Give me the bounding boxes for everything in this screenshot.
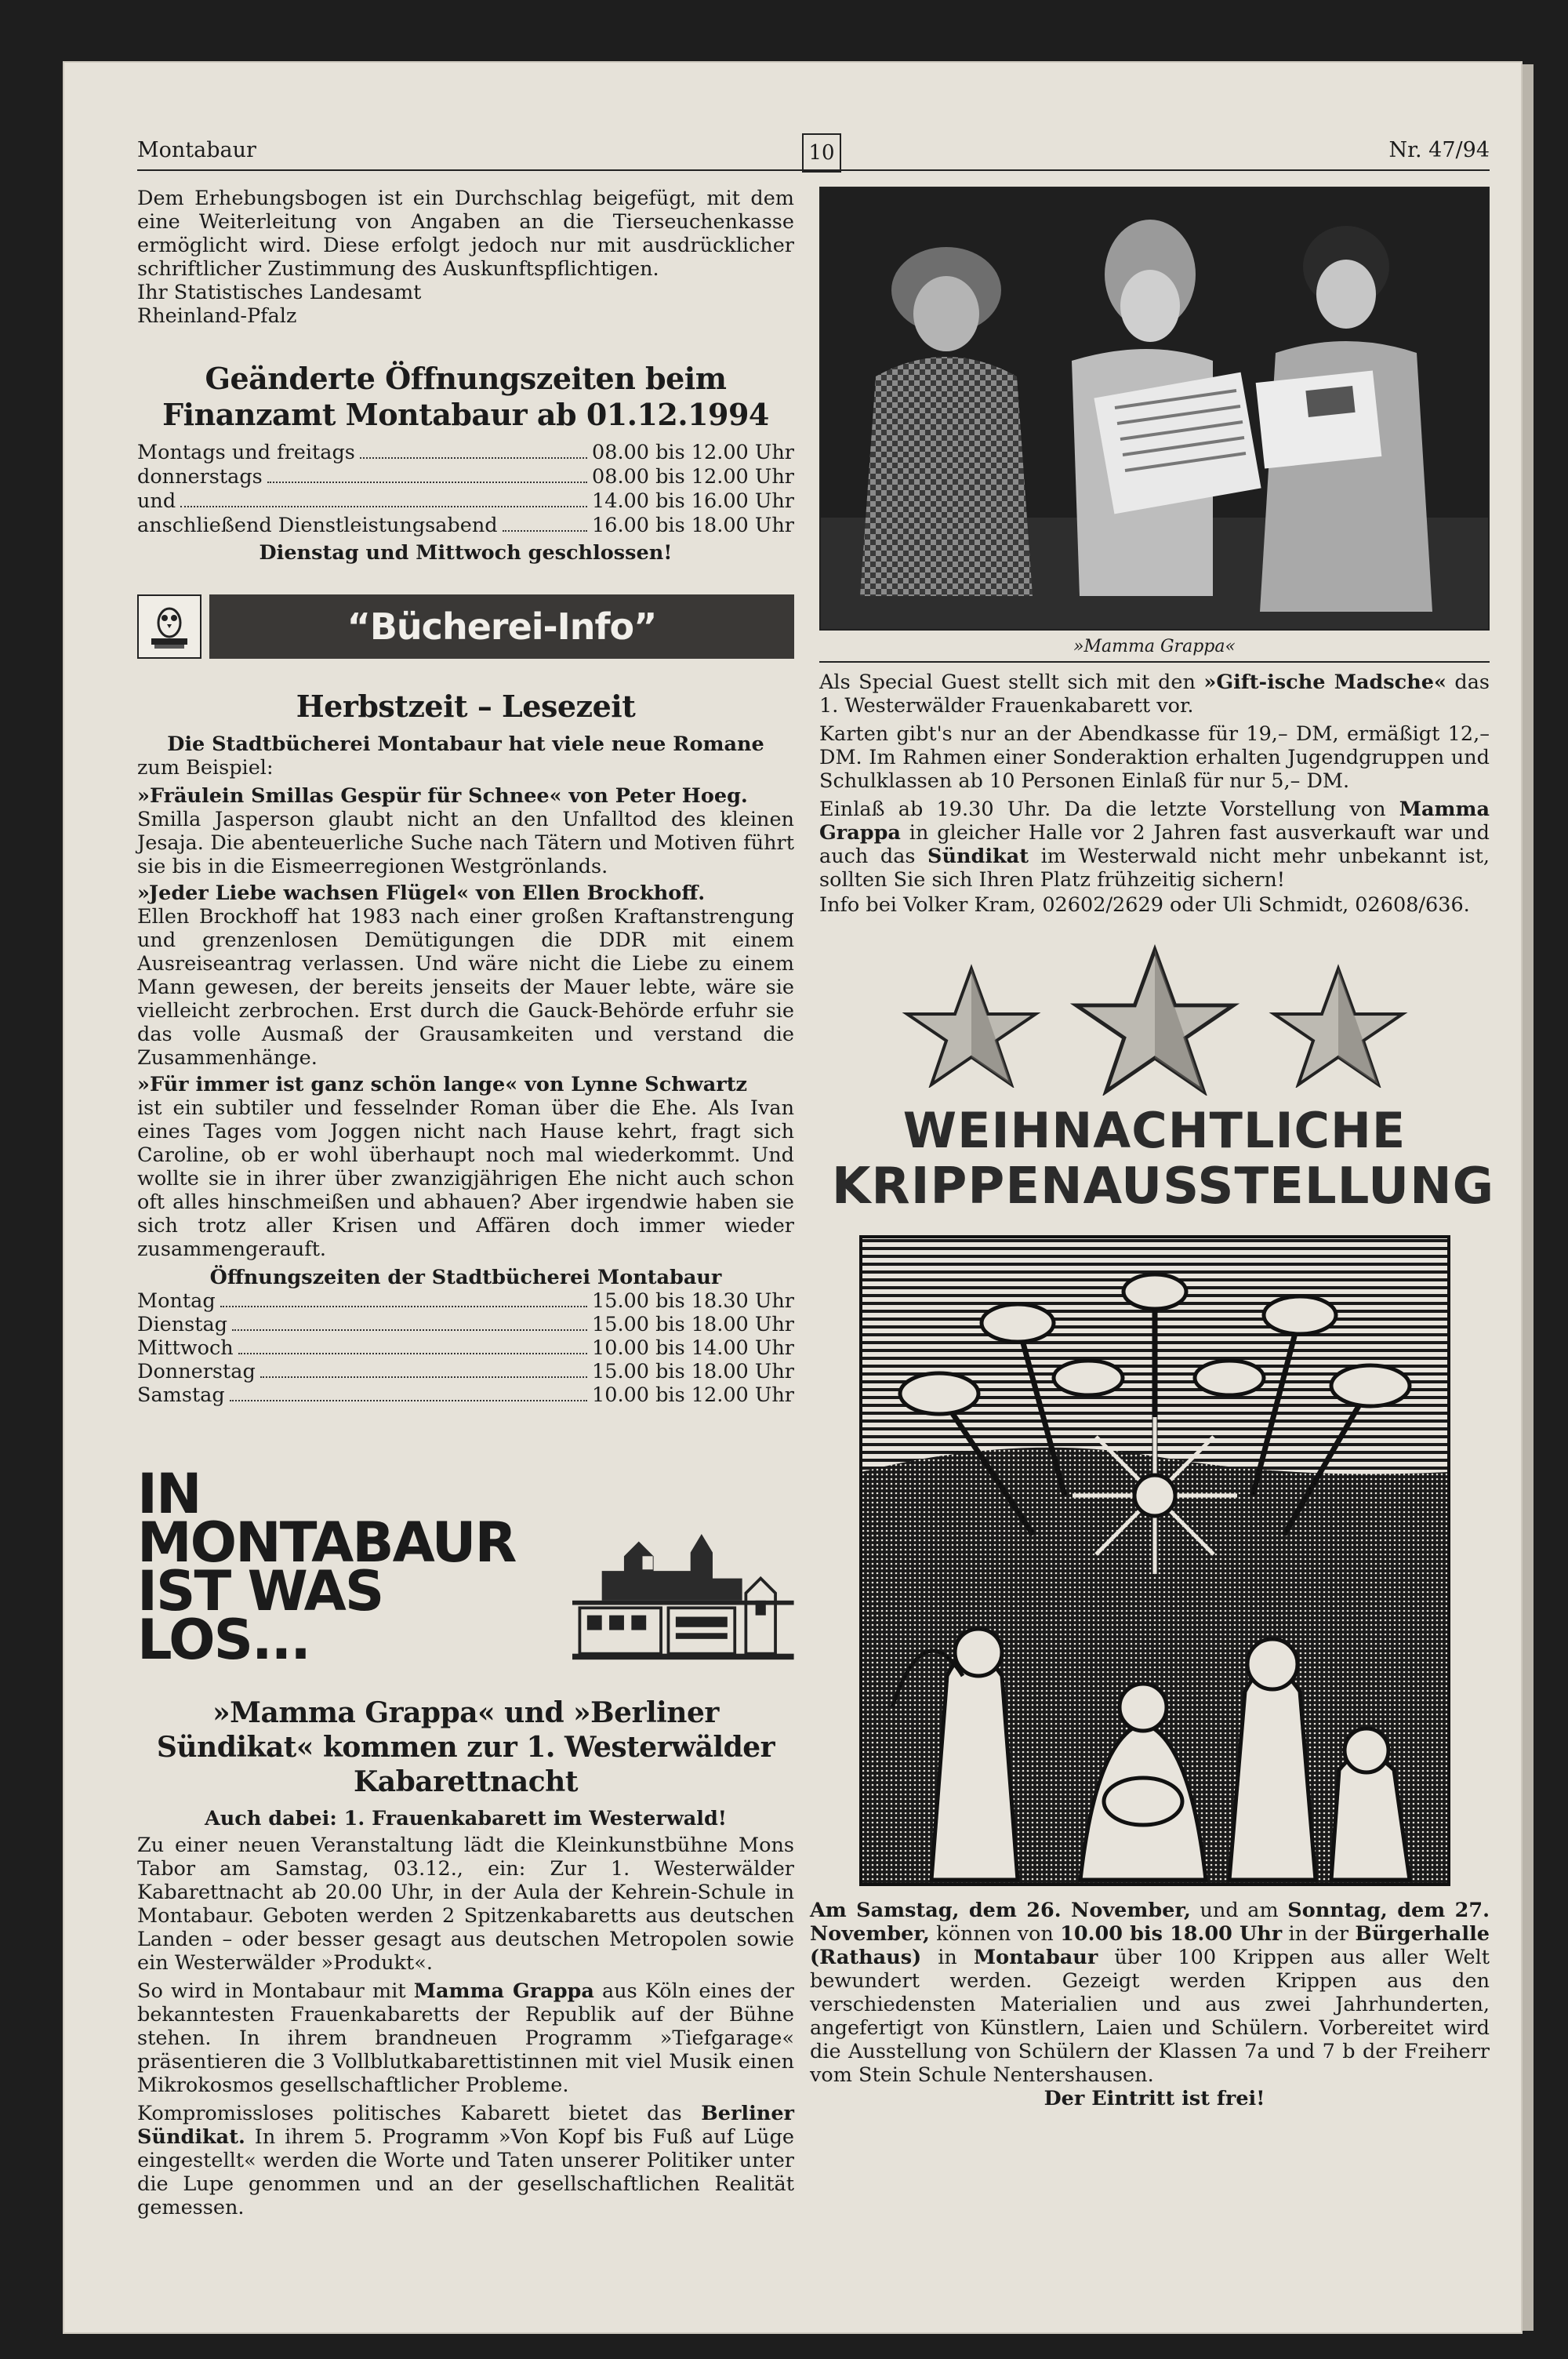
library-hours-row: [137, 1289, 794, 1313]
buecherei-banner-title: “Bücherei-Info”: [209, 594, 794, 659]
text-run: im Westerwald nicht mehr unbekannt ist, sollten Sie sich Ihren Platz frühzeitig sichern!: [819, 845, 1490, 892]
text-run: aus Köln eines der bekanntesten Frauenkabaretts der Republik auf der Bühne stehen. In ihrem brandneuen Programm »Tiefgarage« präsentieren die 3 Vollblutkabarettistinnen mit viel Musik einen Mikrokosmos gesellschaftlicher Probleme.: [137, 1979, 794, 2097]
text-run: können von: [929, 1922, 1061, 1946]
intro-paragraph: Dem Erhebungsbogen ist ein Durchschlag beigefügt, mit dem eine Weiterleitung von Angaben an die Tierseuchenkasse ermöglicht wird. Diese erfolgt jedoch nur mit ausdrücklicher schriftlicher Zustimmung des Auskunftspflichtigen.: [137, 187, 794, 281]
hours-value: 10.00 bis 12.00 Uhr: [592, 1383, 794, 1407]
kabarett-paragraph-2: [137, 1979, 794, 2097]
text-run: über 100 Krippen aus aller Welt bewundert werden. Gezeigt werden Krippen aus den verschiedensten Materialien und aus zwei Jahrhunderten, angefertigt von Künstlern, Laien und Schülern. Vorbereitet wird die Ausstellung von Schülern der Klassen 7a und 7 b der Freiherr vom Stein Schule Nentershausen.: [810, 1946, 1490, 2087]
kabarett-subtitle: Auch dabei: 1. Frauenkabarett im Westerwald!: [204, 1807, 727, 1830]
hours-label: anschließend Dienstleistungsabend: [137, 514, 498, 537]
page-number: 10: [802, 133, 841, 173]
star-decoration: [819, 962, 1490, 1096]
town-skyline-icon: [572, 1507, 794, 1664]
finanzamt-closed-note: Dienstag und Mittwoch geschlossen!: [259, 541, 673, 565]
day-label: Samstag: [137, 1383, 225, 1407]
day-label: Mittwoch: [137, 1336, 234, 1360]
library-hours-row: [137, 1383, 794, 1407]
text-run-bold: Sündikat: [927, 845, 1029, 868]
photo-caption: »Mamma Grappa«: [1073, 637, 1236, 656]
finanzamt-row: [137, 465, 794, 489]
book-title: »Für immer ist ganz schön lange« von Lynne Schwartz: [137, 1073, 747, 1096]
text-run-bold: Sonntag, dem 27. November,: [810, 1899, 1490, 1946]
star-icon: [1268, 962, 1409, 1088]
text-run: in gleicher Halle vor 2 Jahren fast ausverkauft war und auch das: [819, 821, 1490, 868]
book-title: »Jeder Liebe wachsen Flügel« von Ellen Brockhoff.: [137, 881, 706, 905]
mamma-grappa-photo: [819, 187, 1490, 631]
library-hours-row: [137, 1313, 794, 1336]
text-run: und am: [1190, 1899, 1288, 1922]
text-run: in: [921, 1946, 974, 1969]
text-run-bold: Am Samstag, dem 26. November,: [810, 1899, 1191, 1922]
hours-label: donnerstags: [137, 465, 263, 489]
krippen-title-2: KRIPPENAUSSTELLUNG: [831, 1158, 1495, 1216]
text-run: Kompromissloses politisches Kabarett bietet das: [137, 2102, 702, 2125]
library-hours-title: Öffnungszeiten der Stadtbücherei Montabaur: [209, 1266, 722, 1289]
hours-value: 14.00 bis 16.00 Uhr: [592, 489, 794, 513]
buecherei-lead: Die Stadtbücherei Montabaur hat viele neue Romane: [167, 732, 764, 756]
text-run-bold: Mamma Grappa: [819, 798, 1490, 845]
book-text: ist ein subtiler und fesselnder Roman über die Ehe. Als Ivan eines Tages vom Joggen nicht nach Hause kehrt, fragt sich Caroline, ob er wohl überhaupt noch mal wiederkommt. Und wollte sie in ihrer über zwanzigjährigen Ehe nicht auch schon oft alles hinschmeißen und abhauen? Aber irgendwie haben sie sich trotz aller Krisen und Affären doch immer wieder zusammengerauft.: [137, 1096, 794, 1261]
hours-value: 15.00 bis 18.00 Uhr: [592, 1360, 794, 1383]
hours-value: 15.00 bis 18.30 Uhr: [592, 1289, 794, 1313]
header-town: Montabaur: [137, 138, 256, 162]
owl-book-icon: [137, 594, 201, 659]
page-edge: [1523, 64, 1534, 2331]
info-paragraph: Info bei Volker Kram, 02602/2629 oder Uli Schmidt, 02608/636.: [819, 893, 1470, 917]
finanzamt-row: [137, 441, 794, 465]
logo-line-2: IST WAS LOS...: [137, 1559, 383, 1672]
text-run: das 1. Westerwälder Frauenkabarett vor.: [819, 671, 1490, 718]
running-header: [137, 133, 1490, 174]
buecherei-banner: [137, 593, 794, 660]
book-title: »Fräulein Smillas Gespür für Schnee« von Peter Hoeg.: [137, 784, 748, 808]
library-hours-row: [137, 1336, 794, 1360]
text-run-bold: Bürgerhalle (Rathaus): [810, 1922, 1490, 1969]
text-run-bold: Berliner Sündikat.: [137, 2102, 794, 2149]
header-rule: [137, 169, 1490, 171]
kabarett-article: [137, 1696, 794, 2219]
caption-rule: [819, 661, 1490, 663]
finanzamt-title: Geänderte Öffnungszeiten beim Finanzamt Montabaur ab 01.12.1994: [162, 361, 769, 432]
library-hours: [137, 1289, 794, 1407]
entry-paragraph: [819, 798, 1490, 892]
intro-signature-region: Rheinland-Pfalz: [137, 304, 297, 328]
finanzamt-row: [137, 514, 794, 538]
logo-text: [137, 1462, 569, 1672]
buecherei-heading: Herbstzeit – Lesezeit: [296, 689, 636, 724]
finanzamt-hours: [137, 441, 794, 538]
book-text: Ellen Brockhoff hat 1983 nach einer großen Kraftanstrengung und grenzenlosen Demütigungen die DDR mit einem Ausreiseantrag verlassen. Und wäre nicht die Liebe zu einem Mann gewesen, der bereits jenseits der Mauer lebte, wäre sie vielleicht zerbrochen. Erst durch die Gauck-Behörde erfuhr sie das volle Ausmaß der Grausamkeiten und verstand die Zusammenhänge.: [137, 905, 794, 1070]
hours-value: 08.00 bis 12.00 Uhr: [592, 441, 794, 464]
issue-number: Nr. 47/94: [1388, 138, 1490, 162]
hours-label: Montags und freitags: [137, 441, 355, 464]
kabarett-paragraph-1: Zu einer neuen Veranstaltung lädt die Kleinkunstbühne Mons Tabor am Samstag, 03.12., ein: Zur 1. Westerwälder Kabarettnacht ab 20.00 Uhr, in der Aula der Kehrein-Schule in Montabaur. Geboten werden 2 Spitzenkabaretts aus deutschen Landen – oder besser gesagt aus deutschen Metropolen sowie ein Westerwälder »Produkt«.: [137, 1834, 794, 1975]
text-run-bold: »Gift-ische Madsche«: [1203, 671, 1446, 694]
star-icon: [901, 962, 1042, 1088]
ticket-paragraph: Karten gibt's nur an der Abendkasse für 19,– DM, ermäßigt 12,– DM. Im Rahmen einer Sonderaktion erhalten Jugendgruppen und Schulklassen ab 10 Personen Einlaß für nur 5,– DM.: [819, 722, 1490, 793]
buecherei-lead-2: zum Beispiel:: [137, 756, 274, 780]
day-label: Montag: [137, 1289, 216, 1313]
nativity-engraving: [859, 1235, 1450, 1886]
text-run: So wird in Montabaur mit: [137, 1979, 414, 2003]
hours-value: 16.00 bis 18.00 Uhr: [592, 514, 794, 537]
left-column: [137, 187, 794, 2219]
krippen-title-1: WEIHNACHTLICHE: [902, 1102, 1406, 1159]
text-run: Einlaß ab 19.30 Uhr. Da die letzte Vorstellung von: [819, 798, 1399, 821]
day-label: Donnerstag: [137, 1360, 256, 1383]
library-hours-row: [137, 1360, 794, 1383]
book-text: Smilla Jasperson glaubt nicht an den Unfalltod des kleinen Jesaja. Die abenteuerliche Suche nach Tätern und Motiven führt sie bis in die Eismeerregionen Westgrönlands.: [137, 808, 794, 878]
hours-value: 10.00 bis 14.00 Uhr: [592, 1336, 794, 1360]
text-run: in der: [1282, 1922, 1356, 1946]
text-run: Als Special Guest stellt sich mit den: [819, 671, 1204, 694]
text-run-bold: 10.00 bis 18.00 Uhr: [1060, 1922, 1283, 1946]
day-label: Dienstag: [137, 1313, 227, 1336]
intro-signature: Ihr Statistisches Landesamt: [137, 281, 422, 304]
krippen-paragraph: [810, 1899, 1490, 2087]
star-icon: [1069, 942, 1241, 1096]
free-entry-note: Der Eintritt ist frei!: [1044, 2087, 1265, 2110]
montabaur-events-logo: [137, 1462, 794, 1672]
finanzamt-notice: [137, 361, 794, 565]
kabarett-title: »Mamma Grappa« und »Berliner Sündikat« kommen zur 1. Westerwälder Kabarettnacht: [156, 1696, 775, 1798]
text-run-bold: Montabaur: [973, 1946, 1098, 1969]
text-run-bold: Mamma Grappa: [413, 1979, 594, 2003]
guest-paragraph: [819, 671, 1490, 718]
hours-value: 08.00 bis 12.00 Uhr: [592, 465, 794, 489]
finanzamt-row: [137, 489, 794, 514]
hours-value: 15.00 bis 18.00 Uhr: [592, 1313, 794, 1336]
kabarett-paragraph-3: [137, 2102, 794, 2219]
hours-label: und: [137, 489, 176, 513]
text-run: In ihrem 5. Programm »Von Kopf bis Fuß auf Lüge eingestellt« werden die Worte und Taten unserer Politiker unter die Lupe genommen und an der gesellschaftlichen Realität gemessen.: [137, 2125, 794, 2219]
logo-line-1: IN MONTABAUR: [137, 1462, 516, 1575]
right-column: [810, 187, 1495, 2110]
